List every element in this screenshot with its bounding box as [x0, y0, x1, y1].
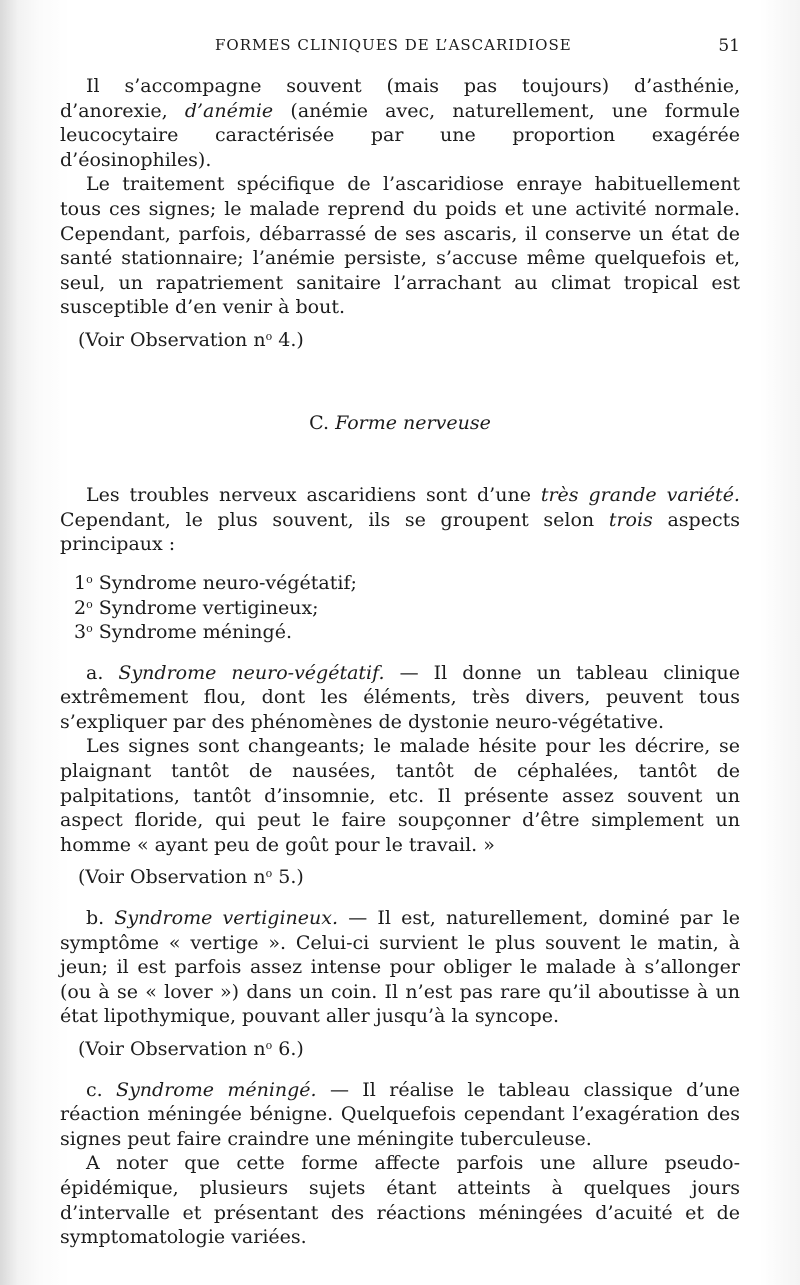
text-run: 4.)	[272, 328, 304, 351]
text-run: 6.)	[272, 1038, 304, 1060]
list-item	[60, 571, 740, 596]
list-item	[60, 620, 740, 645]
observation-reference	[60, 865, 740, 890]
list-number: 1	[74, 571, 87, 594]
subsection-letter: a.	[86, 661, 119, 684]
superscript: o	[265, 867, 273, 881]
running-title: FORMES CLINIQUES DE L’ASCARIDIOSE	[215, 36, 572, 54]
subsection-title: Syndrome neuro-végétatif.	[118, 661, 385, 684]
subsection-meninge	[60, 1078, 740, 1152]
subsection-letter: c.	[86, 1078, 117, 1101]
list-text: Syndrome méningé.	[92, 621, 292, 644]
italic-term: d’anémie	[184, 99, 274, 122]
subsection-title: Syndrome vertigineux.	[114, 907, 339, 930]
list-number: 2	[74, 596, 87, 619]
section-title: Forme nerveuse	[335, 411, 491, 434]
text-run: aspects principaux :	[60, 508, 740, 556]
paragraph-troubles	[60, 483, 740, 557]
section-letter: C.	[309, 411, 336, 434]
syndrome-list	[60, 571, 740, 645]
observation-reference	[60, 1037, 740, 1062]
superscript: o	[86, 597, 93, 611]
list-text: Syndrome vertigineux;	[92, 596, 319, 619]
list-text: Syndrome neuro-végétatif;	[92, 571, 357, 594]
subsection-neuro-vegetatif	[60, 661, 740, 735]
paragraph-a-noter: A noter que cette forme affecte parfois une allure pseudo-épidémique, plusieurs sujets étant atteints à quelques jours d’intervalle et présentant des réactions méningées d’acuité et de symptomatologie variées.	[60, 1152, 740, 1249]
superscript: o	[265, 1039, 273, 1052]
text-run: Il s’accompagne souvent (mais pas toujours) d’asthénie, d’anorexie,	[60, 75, 740, 122]
section-heading	[60, 411, 740, 436]
list-item	[60, 596, 740, 621]
observation-reference	[60, 328, 740, 353]
superscript: o	[86, 622, 93, 636]
text-run: — Il est, naturellement, dominé par le symptôme « vertige ». Celui-ci survient le plus souvent le matin, à jeun; il est parfois assez intense pour obliger le malade à s’allonger (ou à se « lover ») dans un coin. Il n’est pas rare qu’il aboutisse à un état lipothymique, pouvant aller jusqu’à la syncope.	[60, 907, 740, 1028]
text-run: 5.)	[272, 866, 304, 889]
italic-term: très grande variété.	[540, 484, 740, 507]
text-run: Les troubles nerveux ascaridiens sont d’une	[86, 484, 541, 507]
text-run: (anémie avec, naturellement, une formule leucocytaire caractérisée par une proportion exagérée d’éosinophiles).	[60, 99, 740, 171]
subsection-letter: b.	[86, 907, 115, 930]
page-number: 51	[718, 36, 740, 56]
text-run: — Il donne un tableau clinique extrêmement flou, dont les éléments, très divers, peuvent tous s’expliquer par des phénomènes de dystonie neuro-végétative.	[60, 661, 740, 733]
text-run: — Il réalise le tableau classique d’une réaction méningée bénigne. Quelquefois cependant l’exagération des signes peut faire craindre une méningite tuberculeuse.	[60, 1078, 740, 1150]
paragraph-traitement: Le traitement spécifique de l’ascaridiose enraye habituellement tous ces signes; le malade reprend du poids et une activité normale. Cependant, parfois, débarrassé de ses ascaris, il conserve un état de santé stationnaire; l’anémie persiste, s’accuse même quelquefois et, seul, un rapatriement sanitaire l’arrachant au climat tropical est susceptible d’en venir à bout.	[60, 173, 740, 319]
paragraph-anemie	[60, 74, 740, 172]
paragraph-signes: Les signes sont changeants; le malade hésite pour les décrire, se plaignant tantôt de nausées, tantôt de céphalées, tantôt de palpitations, tantôt d’insomnie, etc. Il présente assez souvent un aspect floride, qui peut le faire soupçonner d’être simplement un homme « ayant peu de goût pour le travail. »	[60, 735, 740, 856]
text-run: Cependant, le plus souvent, ils se groupent selon	[60, 508, 609, 531]
subsection-vertigineux	[60, 906, 740, 1029]
text-run: (Voir Observation n	[78, 328, 266, 351]
superscript: o	[86, 572, 93, 586]
superscript: o	[265, 329, 273, 343]
subsection-title: Syndrome méningé.	[116, 1078, 317, 1101]
text-run: (Voir Observation n	[78, 866, 266, 889]
page-body	[60, 74, 740, 1250]
text-run: (Voir Observation n	[78, 1038, 266, 1060]
italic-term: trois	[608, 508, 653, 531]
page-header	[60, 36, 740, 62]
list-number: 3	[74, 621, 87, 644]
